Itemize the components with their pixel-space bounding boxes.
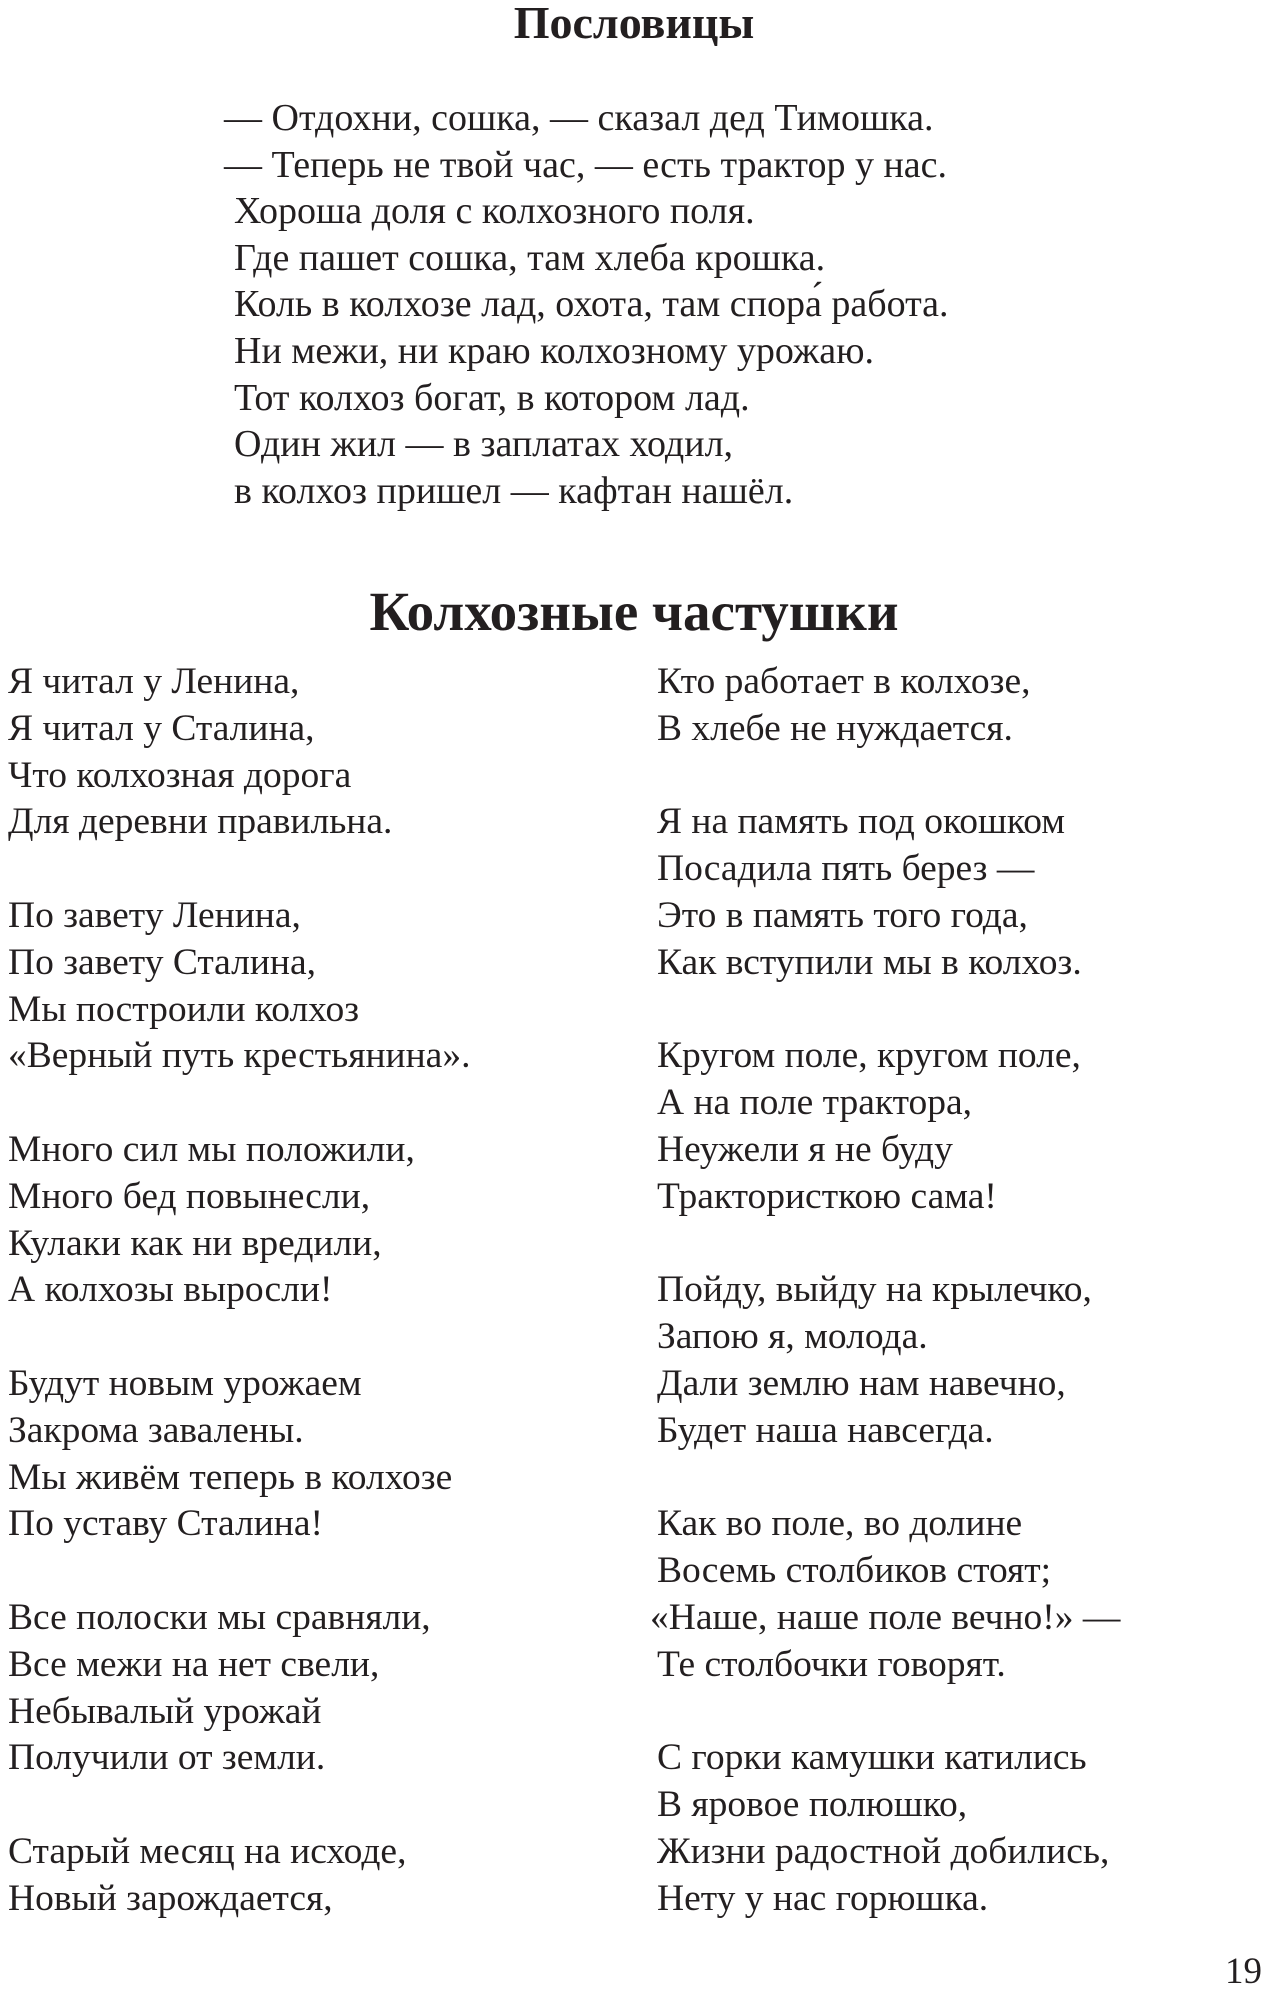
verse-line: Много сил мы положили, (8, 1128, 415, 1170)
verse-line: Жизни радостной добились, (657, 1830, 1110, 1872)
verse-line: Пойду, выйду на крылечко, (657, 1269, 1092, 1311)
stanza (8, 1127, 628, 1314)
verse-line: Как во поле, во долине (657, 1503, 1023, 1545)
verse-line: Все полоски мы сравняли, (8, 1596, 431, 1638)
stanza (657, 1033, 1268, 1220)
stanza (8, 1361, 628, 1548)
verse-line: С горки камушки катились (657, 1737, 1087, 1779)
verse-line: Посадила пять берез — (657, 848, 1035, 890)
stanza (8, 659, 628, 846)
stanza (650, 1501, 1268, 1688)
chastushki-right-column (650, 659, 1268, 1969)
verse-line: В яровое полюшко, (657, 1784, 968, 1826)
proverb-line: — Теперь не твой час, — есть трактор у нас. (224, 143, 948, 186)
stanza (657, 799, 1268, 986)
proverbs-heading: Пословицы (513, 0, 755, 48)
verse-line: Мы построили колхоз (8, 988, 360, 1030)
verse-line: Получили от земли. (8, 1737, 326, 1779)
stanza (657, 659, 1268, 753)
verse-line: Для деревни правильна. (8, 801, 393, 843)
verse-line: Все межи на нет свели, (8, 1643, 380, 1685)
proverbs-list (222, 95, 1122, 514)
verse-line: Новый зарождается, (8, 1877, 333, 1919)
verse-line: А колхозы выросли! (8, 1269, 333, 1311)
verse-line: Закрома завалены. (8, 1409, 304, 1451)
verse-line: Мы живём теперь в колхозе (8, 1456, 453, 1498)
proverb-line: Один жил — в заплатах ходил, (234, 423, 734, 466)
verse-line: «Верный путь крестьянина». (8, 1035, 471, 1077)
proverb-line: — Отдохни, сошка, — сказал дед Тимошка. (224, 97, 934, 139)
verse-line: Небывалый урожай (8, 1690, 322, 1732)
verse-line: Трактористкою сама! (657, 1175, 997, 1217)
stanza (8, 893, 628, 1080)
stanza (657, 1267, 1268, 1454)
chastushki-heading: Колхозные частушки (369, 581, 899, 642)
verse-line: А на поле трактора, (657, 1082, 972, 1124)
verse-line: Неужели я не буду (657, 1128, 953, 1170)
verse-line: Кулаки как ни вредили, (8, 1222, 382, 1264)
verse-line: По завету Сталина, (8, 941, 317, 983)
verse-line: Кругом поле, кругом поле, (657, 1035, 1081, 1077)
stanza (657, 1735, 1268, 1922)
verse-line: Дали землю нам навечно, (657, 1362, 1066, 1404)
verse-line: Те столбочки говорят. (657, 1643, 1006, 1685)
verse-line: Я на память под окошком (657, 801, 1065, 843)
proverb-line: Коль в колхозе лад, охота, там спора́ работа. (234, 283, 949, 326)
verse-line: Я читал у Ленина, (8, 661, 300, 702)
stanza (8, 1829, 628, 1923)
page-number: 19 (1225, 1951, 1262, 1992)
proverb-line: Где пашет сошка, там хлеба крошка. (234, 236, 826, 279)
verse-line: Восемь столбиков стоят; (657, 1550, 1052, 1592)
stanza (8, 1595, 628, 1782)
verse-line: Старый месяц на исходе, (8, 1830, 407, 1872)
verse-line: «Наше, наше поле вечно!» — (650, 1596, 1121, 1638)
verse-line: Много бед повынесли, (8, 1175, 371, 1217)
verse-line: В хлебе не нуждается. (657, 707, 1013, 749)
verse-line: Будут новым урожаем (8, 1362, 362, 1404)
proverb-line: Хороша доля с колхозного поля. (234, 190, 755, 233)
proverb-line: Тот колхоз богат, в котором лад. (234, 376, 750, 419)
chastushki-left-column (8, 659, 628, 1969)
verse-line: Будет наша навсегда. (657, 1409, 994, 1451)
verse-line: Я читал у Сталина, (8, 707, 315, 749)
proverb-line: Ни межи, ни краю колхозному урожаю. (234, 329, 874, 372)
proverb-line: в колхоз пришел — кафтан нашёл. (234, 469, 794, 512)
verse-line: Запою я, молода. (657, 1316, 928, 1358)
verse-line: Как вступили мы в колхоз. (657, 941, 1082, 983)
verse-line: Кто работает в колхозе, (657, 661, 1031, 702)
verse-line: Что колхозная дорога (8, 754, 352, 796)
verse-line: Это в память того года, (657, 894, 1028, 936)
verse-line: Нету у нас горюшка. (657, 1877, 989, 1919)
verse-line: По уставу Сталина! (8, 1503, 323, 1545)
verse-line: По завету Ленина, (8, 894, 301, 936)
